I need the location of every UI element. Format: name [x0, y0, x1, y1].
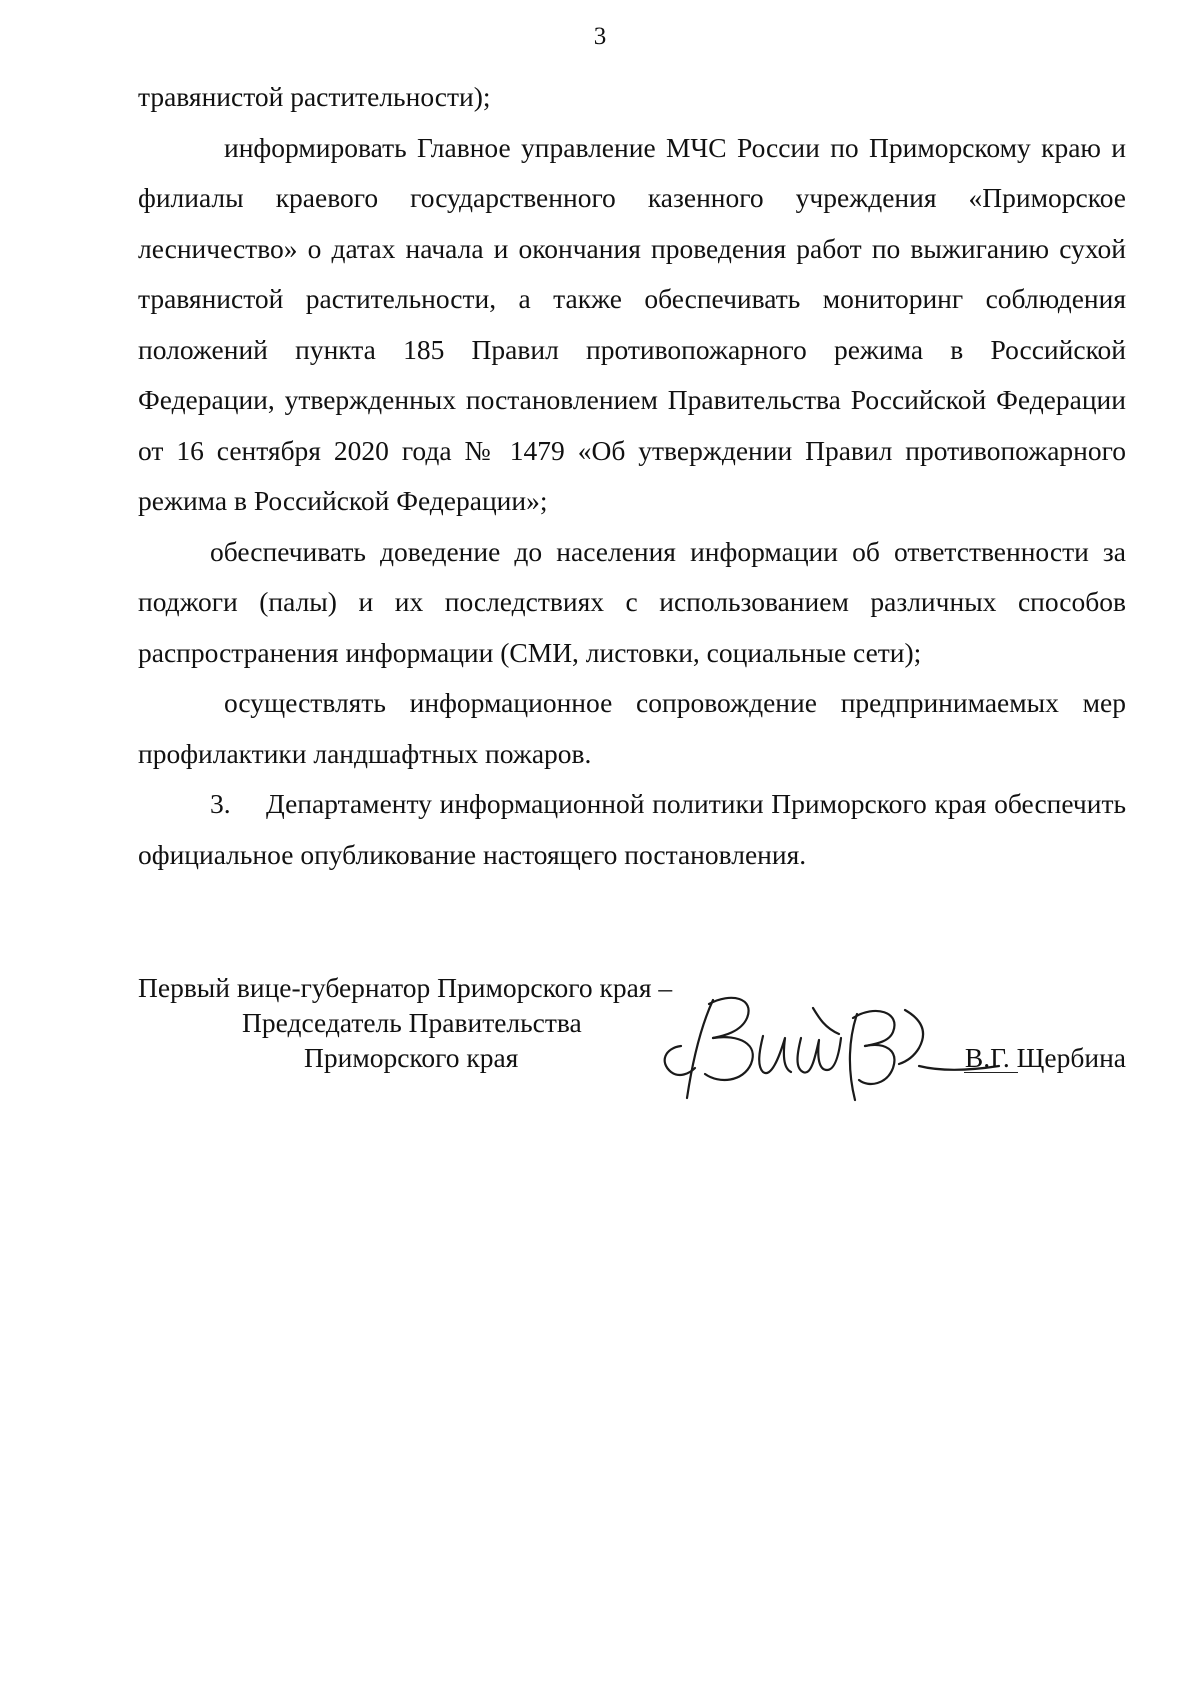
signatory-name: В.Г. Щербина [964, 1042, 1126, 1073]
signatory-title-line-1: Первый вице-губернатор Приморского края – [138, 972, 673, 1003]
signatory-title-line-2: Председатель Правительства [242, 1007, 582, 1038]
signatory-title-line-3: Приморского края [304, 1042, 519, 1073]
page-number: 3 [593, 23, 607, 50]
paragraph-media-support: осуществлять информационное сопровождение предпринимаемых мер профилактики ландшафтных пожаров. [138, 687, 1126, 769]
paragraph-inform-emercom: информировать Главное управление МЧС России по Приморскому краю и филиалы краевого государственного казенного учреждения «Приморское лесничество» о датах начала и окончания проведения работ по выжиганию сухой травянистой растительности, а также обеспечивать мониторинг соблюдения положений пункта 185 Правил противопожарного режима в Российской Федерации, утвержденных постановлением Правительства Российской Федерации от 16 сентября 2020 года № 1479 «Об утверждении Правил противопожарного режима в Российской Федерации»; [138, 131, 1126, 516]
signature-block [138, 970, 1126, 1110]
numbered-item-3 [138, 779, 1126, 880]
document-body [138, 72, 1126, 880]
handwritten-signature [643, 988, 1003, 1108]
item-text: Департаменту информационной политики Приморского края обеспечить официальное опубликование настоящего постановления. [138, 788, 1126, 870]
item-number: 3. [210, 788, 231, 819]
paragraph-continuation: травянистой растительности); [138, 81, 491, 112]
paragraph-inform-population: обеспечивать доведение до населения информации об ответственности за поджоги (палы) и их последствиях с использованием различных способов распространения информации (СМИ, листовки, социальные сети); [138, 535, 1126, 668]
